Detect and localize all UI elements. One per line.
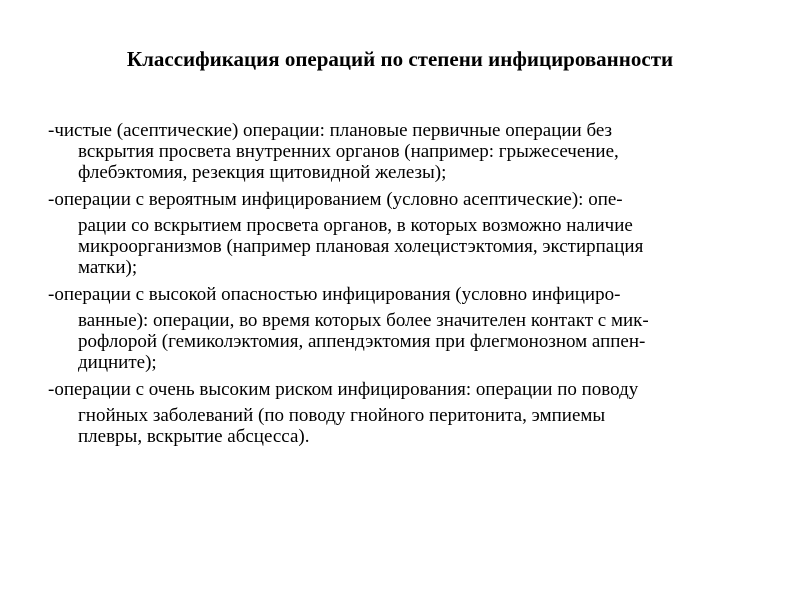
list-item-line: рации со вскрытием просвета органов, в которых возможно наличие xyxy=(78,215,633,236)
list-item-line: ванные): операции, во время которых более значителен контакт с мик- xyxy=(78,310,649,331)
list-item-line: матки); xyxy=(78,257,138,278)
list-item xyxy=(48,284,768,373)
list-item-line: гнойных заболеваний (по поводу гнойного перитонита, эмпиемы xyxy=(78,405,606,426)
list-item-line: -операции с вероятным инфицированием (условно асептические): опе- xyxy=(48,189,623,210)
list-item-line: плевры, вскрытие абсцесса). xyxy=(78,426,310,447)
list-item-line: микроорганизмов (например плановая холецистэктомия, экстирпация xyxy=(78,236,644,257)
list-item-line: -чистые (асептические) операции: плановые первичные операции без xyxy=(48,120,613,141)
list-item xyxy=(48,379,768,447)
list-item-line: -операции с высокой опасностью инфицирования (условно инфициро- xyxy=(48,284,621,305)
list-item-line: рофлорой (гемиколэктомия, аппендэктомия при флегмонозном аппен- xyxy=(78,331,646,352)
list-item-line: вскрытия просвета внутренних органов (например: грыжесечение, xyxy=(78,141,619,162)
list-item xyxy=(48,189,768,278)
list-item-line: флебэктомия, резекция щитовидной железы); xyxy=(78,162,447,183)
classification-list xyxy=(48,120,768,453)
list-item-line: дицните); xyxy=(78,352,157,373)
slide-title: Классификация операций по степени инфицированности xyxy=(126,47,674,71)
list-item-line: -операции с очень высоким риском инфицирования: операции по поводу xyxy=(48,379,639,400)
list-item xyxy=(48,120,768,183)
